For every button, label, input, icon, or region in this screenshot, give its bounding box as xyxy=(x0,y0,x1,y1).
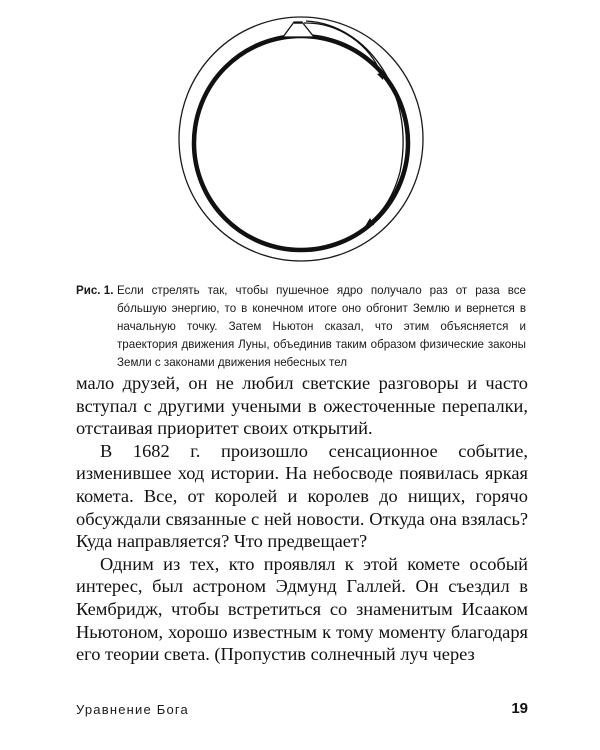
mountain-shape xyxy=(283,22,314,37)
caption-label: Рис. 1. xyxy=(76,284,114,297)
figure-orbit-diagram xyxy=(178,4,428,274)
caption-text: Если стрелять так, чтобы пушечное ядро получало раз от раза все бóльшую энергию, то в конечном итоге оно обгонит Землю и вернется в начальную точку. Затем Ньютон сказал, что этим объясняется и траектория движения Луны, объединив таким образом физические законы Земли с законами движения небесных тел xyxy=(117,284,526,369)
orbit-diagram-svg xyxy=(178,4,428,274)
footer-page-number: 19 xyxy=(511,700,528,717)
figure-caption xyxy=(76,282,526,372)
outer-orbit-circle xyxy=(179,17,423,261)
paragraph-1: мало друзей, он не любил светские разговоры и часто вступал с другими учеными в ожесточенные перепалки, отстаивая приоритет своих открытий. xyxy=(76,373,528,439)
paragraph-2: В 1682 г. произошло сенсационное событие, изменившее ход истории. На небосводе появилась яркая комета. Все, от королей и королев до нищих, горячо обсуждали связанные с ней новости. Откуда она взялась? Куда направляется? Что предвещает? xyxy=(76,440,528,552)
paragraph-3: Одним из тех, кто проявлял к этой комете особый интерес, был астроном Эдмунд Галлей. Он съездил в Кембридж, чтобы встретиться со знаменитым Исааком Ньютоном, хорошо известным к тому моменту благодаря его теории света. (Пропустив солнечный луч через xyxy=(76,553,528,665)
body-text xyxy=(76,372,528,666)
earth-circle xyxy=(194,36,408,250)
short-trajectory-arrowhead xyxy=(377,72,384,80)
footer-book-title: Уравнение Бога xyxy=(76,702,189,717)
